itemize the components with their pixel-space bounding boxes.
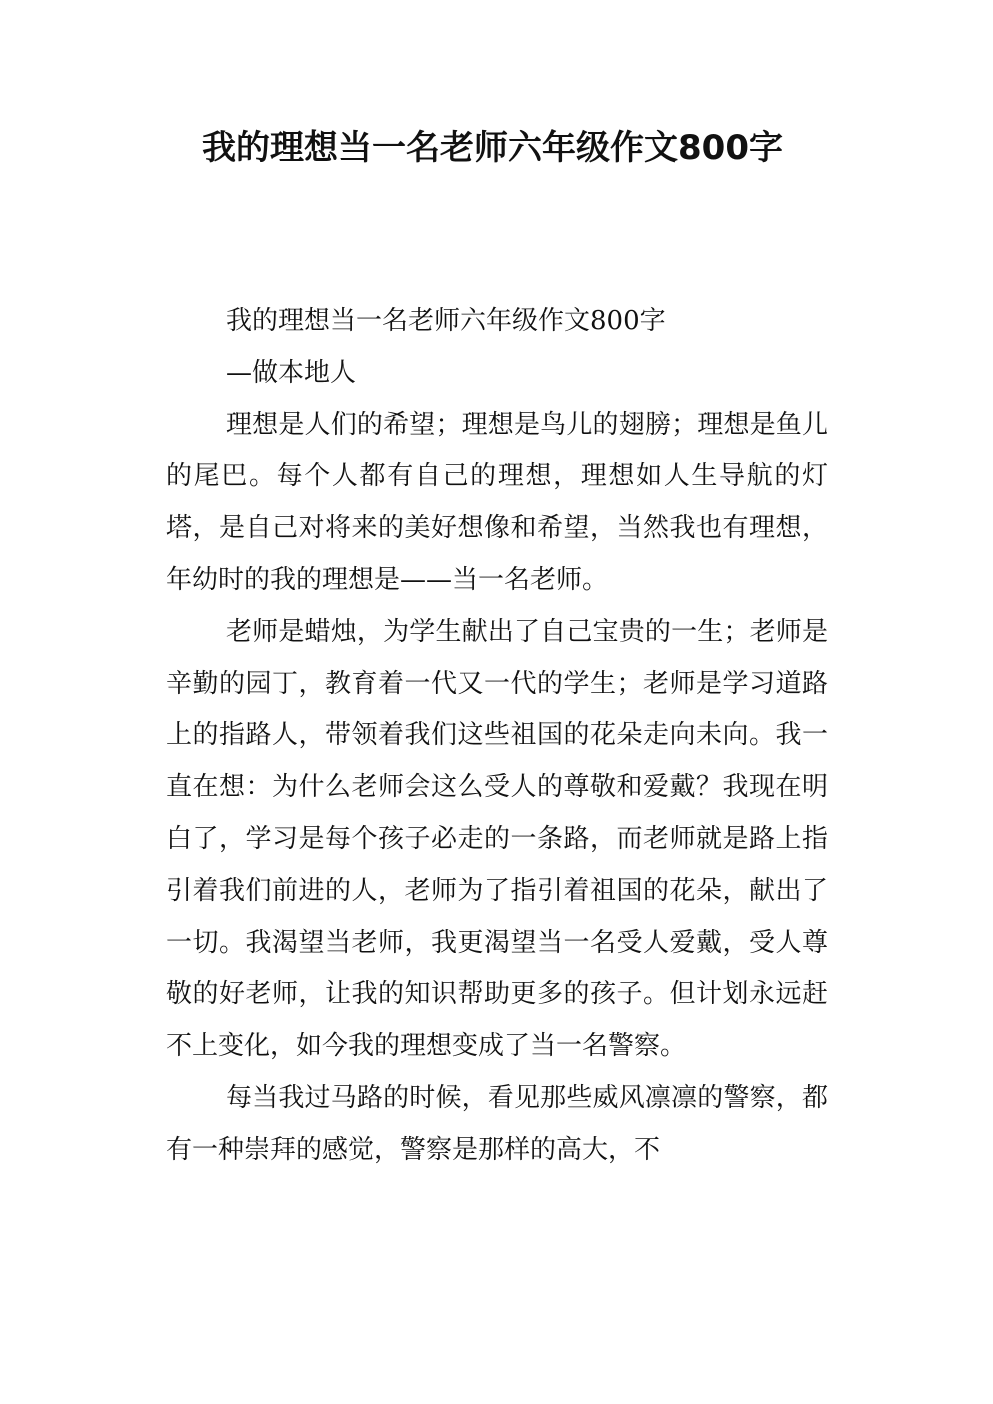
- subtitle-line: 我的理想当一名老师六年级作文800字: [226, 306, 666, 336]
- paragraph: 老师是蜡烛，为学生献出了自己宝贵的一生；老师是辛勤的园丁，教育着一代又一代的学生；老师是学习道路上的指路人，带领着我们这些祖国的花朵走向未向。我一直在想：为什么老师会这么受人的尊敬和爱戴？我现在明白了，学习是每个孩子必走的一条路，而老师就是路上指引着我们前进的人，老师为了指引着祖国的花朵，献出了一切。我渴望当老师，我更渴望当一名受人爱戴，受人尊敬的好老师，让我的知识帮助更多的孩子。但计划永远赶不上变化，如今我的理想变成了当一名警察。: [166, 616, 828, 1062]
- paragraph: 每当我过马路的时候，看见那些威风凛凛的警察，都有一种崇拜的感觉，警察是那样的高大，不: [166, 1082, 828, 1165]
- document-body: [166, 296, 828, 1177]
- document-title: 我的理想当一名老师六年级作文800字: [202, 128, 783, 168]
- author-line: —做本地人: [226, 357, 357, 388]
- paragraph: 理想是人们的希望；理想是鸟儿的翅膀；理想是鱼儿的尾巴。每个人都有自己的理想，理想如人生导航的灯塔，是自己对将来的美好想像和希望，当然我也有理想，年幼时的我的理想是——当一名老师。: [166, 409, 828, 595]
